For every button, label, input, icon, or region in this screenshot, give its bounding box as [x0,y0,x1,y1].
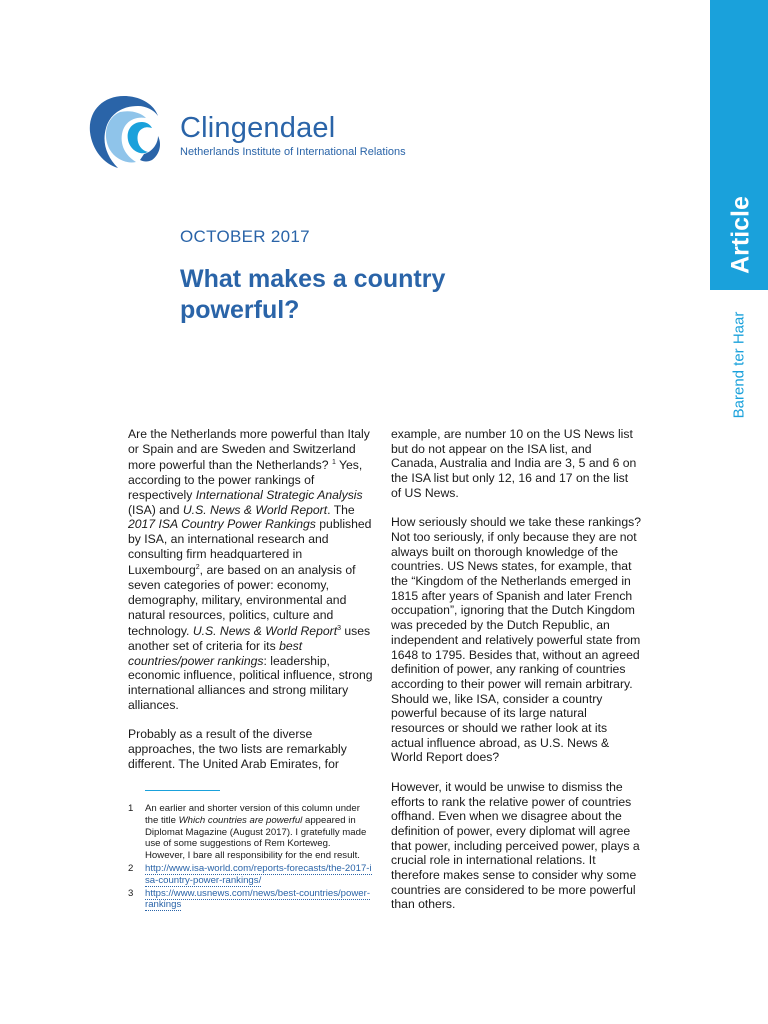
logo-name: Clingendael [180,112,336,144]
footnote [128,863,373,887]
text-run: . The [327,502,355,517]
italic-run: U.S. News & World Report [182,502,328,517]
publication-date: OCTOBER 2017 [180,227,310,246]
text-run: published by ISA, an international research and consulting firm headquartered in Luxembourg [128,517,372,578]
text-run: Are the Netherlands more powerful than Italy or Spain and are Sweden and Switzerland more powerful than the Netherlands? [128,427,370,473]
article-type-label-wrap [716,190,766,280]
text-run: appeared in Diplomat Magazine (August 2017). I gratefully made use of some suggestions of Rem Korteweg. However, I bare all responsibility for the end result. [145,814,367,862]
italic-run: U.S. News & World Report [192,624,338,639]
author-wrap [724,300,754,430]
clingendael-logo-icon [84,92,170,172]
footnote-ref: 2 [195,564,200,572]
italic-run: International Strategic Analysis [195,487,363,502]
italic-run: 2017 ISA Country Power Rankings [128,517,316,532]
right-column [391,427,641,927]
article-title: What makes a country powerful? [180,265,446,324]
text-run: (ISA) and [128,502,183,517]
footnote-ref: 1 [331,459,336,467]
footnote-number: 1 [128,803,134,814]
paragraph [128,427,378,713]
left-column [128,427,378,786]
text-run: : leadership, economic influence, political influence, strong international alliances and strong military alliances. [128,653,373,712]
footnote-ref: 3 [337,625,341,633]
footnote-text [145,803,373,862]
author-name: Barend ter Haar [730,311,748,419]
text-run: Yes, according to the power rankings of respectively [128,458,363,502]
footnote-number: 3 [128,887,134,899]
text-run: , are based on an analysis of seven categories of power: economy, demography, military, environmental and natural resources, politics, culture and technology. [128,563,356,639]
paragraph: However, it would be unwise to dismiss the efforts to rank the relative power of countries offhand. Even when we disagree about the definition of power, every diplomat will agree that power, including perceived power, plays a crucial role in international relations. It therefore makes sense to consider why some countries are considered to be more powerful than others. [391,779,640,912]
article-type-label: Article [726,196,755,274]
footnotes [128,803,373,912]
footnote-link[interactable]: http://www.isa-world.com/reports-forecasts/the-2017-isa-country-power-rankings/ [145,862,372,886]
footnote [128,888,373,912]
footnote-link[interactable]: https://www.usnews.com/news/best-countries/power-rankings [145,887,371,911]
paragraph: Probably as a result of the diverse approaches, the two lists are remarkably different. The United Arab Emirates, for [128,727,347,771]
footnote [128,803,373,862]
logo-subtitle: Netherlands Institute of International Relations [180,146,406,158]
text-run: An earlier and shorter version of this column under the title [145,803,360,826]
paragraph: How seriously should we take these rankings? Not too seriously, if only because they are not always built on thorough knowledge of the countries. US News states, for example, that the “Kingdom of the Netherlands emerged in 1815 after years of Spanish and later French occupation”, ignoring that the Dutch Kingdom was preceded by the Dutch Republic, an independent and relatively powerful state from 1648 to 1795. Besides that, without an agreed definition of power, any ranking of countries according to their power will remain arbitrary. Should we, like ISA, consider a country powerful because of its large natural resources or should we rather look at its actual influence abroad, as U.S. News & World Report does? [391,515,641,765]
italic-run: best countries/power rankings [128,639,303,668]
italic-run: Which countries are powerful [178,814,303,826]
paragraph: example, are number 10 on the US News list but do not appear on the ISA list, and Canada, Australia and India are 3, 5 and 6 on the ISA list but only 12, 16 and 17 on the list of US News. [391,427,637,500]
text-run: uses another set of criteria for its [128,624,371,654]
footnote-divider [145,790,220,791]
footnote-number: 2 [128,862,134,874]
